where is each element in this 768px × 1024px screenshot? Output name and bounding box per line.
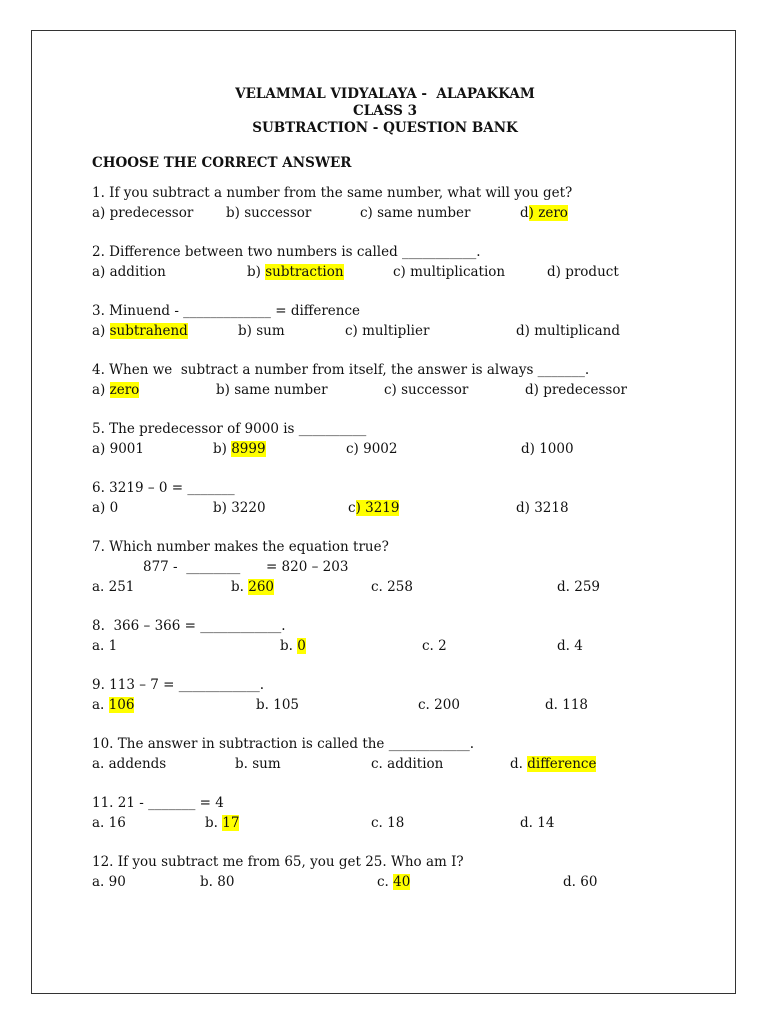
option-text: d. 4 — [557, 638, 583, 654]
option-text: a) 9001 — [92, 441, 144, 457]
option-text: b. 105 — [256, 697, 299, 713]
question-4-option-c — [384, 381, 468, 399]
question-7-text: 7. Which number makes the equation true? — [92, 539, 389, 555]
option-text: a. addends — [92, 756, 167, 772]
question-11-option-b — [205, 814, 239, 832]
question-11-option-c — [371, 814, 404, 832]
option-text: c) same number — [360, 205, 471, 221]
option-text: d) 3218 — [516, 500, 569, 516]
question-12-option-c — [377, 873, 410, 891]
option-text: a. 90 — [92, 874, 126, 890]
question-4-option-a — [92, 381, 139, 399]
question-12-option-b — [200, 873, 234, 891]
option-text: a. — [92, 697, 109, 713]
question-3-option-d — [516, 322, 620, 340]
section-title: CHOOSE THE CORRECT ANSWER — [92, 155, 352, 171]
option-text: d. 14 — [520, 815, 555, 831]
question-6-option-b — [213, 499, 266, 517]
question-11-option-d — [520, 814, 554, 832]
question-3-text: 3. Minuend - _____________ = difference — [92, 303, 361, 319]
question-5-option-b — [213, 440, 266, 458]
question-11-text: 11. 21 - _______ = 4 — [92, 795, 224, 811]
question-10-text: 10. The answer in subtraction is called the ____________. — [92, 736, 475, 752]
option-text: b. sum — [235, 756, 281, 772]
highlighted-answer: difference — [527, 756, 597, 772]
highlighted-answer: 260 — [248, 579, 275, 595]
highlighted-answer: subtraction — [265, 264, 344, 280]
question-7-option-c — [371, 578, 413, 596]
question-3-option-b — [238, 322, 285, 340]
option-text: c. 18 — [371, 815, 405, 831]
option-text: c. 2 — [422, 638, 447, 654]
option-text: a) addition — [92, 264, 166, 280]
question-6-option-d — [516, 499, 569, 517]
question-8-option-d — [557, 637, 583, 655]
option-text: b) — [247, 264, 266, 280]
option-text: d) 1000 — [521, 441, 574, 457]
question-10-option-c — [371, 755, 443, 773]
question-3-option-a — [92, 322, 188, 340]
question-5-option-d — [521, 440, 574, 458]
question-9-option-b — [256, 696, 299, 714]
question-1-option-a — [92, 204, 193, 222]
highlighted-answer: 8999 — [231, 441, 266, 457]
question-1-option-d — [520, 204, 568, 222]
highlighted-answer: 0 — [297, 638, 306, 654]
question-1-option-b — [226, 204, 311, 222]
option-text: b) 3220 — [213, 500, 266, 516]
question-4-text: 4. When we subtract a number from itself, the answer is always _______. — [92, 362, 590, 378]
question-12-option-d — [563, 873, 597, 891]
highlighted-answer: 106 — [108, 697, 135, 713]
option-text: c. 258 — [371, 579, 413, 595]
question-9-text: 9. 113 – 7 = ____________. — [92, 677, 265, 693]
question-5-option-c — [346, 440, 397, 458]
option-text: c. — [377, 874, 394, 890]
option-text: d) product — [547, 264, 619, 280]
question-5-text: 5. The predecessor of 9000 is __________ — [92, 421, 367, 437]
class-label: CLASS 3 — [352, 103, 417, 119]
question-9-option-c — [418, 696, 460, 714]
option-text: b) — [213, 441, 232, 457]
option-text: d. 60 — [563, 874, 598, 890]
option-text: c) 9002 — [346, 441, 398, 457]
highlighted-answer: zero — [109, 382, 140, 398]
question-7-equation: 877 - ________ = 820 – 203 — [143, 559, 349, 575]
question-7-option-a — [92, 578, 134, 596]
option-text: c — [348, 500, 356, 516]
question-8-option-a — [92, 637, 117, 655]
option-text: a) predecessor — [92, 205, 194, 221]
question-6-option-c — [348, 499, 399, 517]
option-text: c. 200 — [418, 697, 460, 713]
option-text: c. addition — [371, 756, 444, 772]
option-text: a. 16 — [92, 815, 126, 831]
option-text: b. — [280, 638, 298, 654]
question-2-option-c — [393, 263, 505, 281]
option-text: c) multiplication — [393, 264, 506, 280]
option-text: d. — [510, 756, 528, 772]
option-text: a) — [92, 323, 110, 339]
option-text: b. — [231, 579, 249, 595]
question-9-option-d — [545, 696, 588, 714]
option-text: a. 1 — [92, 638, 118, 654]
option-text: d. 118 — [545, 697, 588, 713]
question-10-option-a — [92, 755, 166, 773]
option-text: d) predecessor — [525, 382, 627, 398]
question-8-text: 8. 366 – 366 = ____________. — [92, 618, 286, 634]
question-1-text: 1. If you subtract a number from the same number, what will you get? — [92, 185, 573, 201]
highlighted-answer: 40 — [393, 874, 411, 890]
question-2-option-b — [247, 263, 344, 281]
option-text: b) successor — [226, 205, 312, 221]
question-12-text: 12. If you subtract me from 65, you get 25. Who am I? — [92, 854, 464, 870]
question-4-option-d — [525, 381, 627, 399]
option-text: b. 80 — [200, 874, 235, 890]
document-header — [0, 86, 768, 137]
question-1-option-c — [360, 204, 470, 222]
highlighted-answer: ) zero — [528, 205, 568, 221]
question-10-option-d — [510, 755, 596, 773]
question-2-text: 2. Difference between two numbers is called ___________. — [92, 244, 481, 260]
highlighted-answer: 17 — [222, 815, 240, 831]
option-text: a) — [92, 382, 110, 398]
question-12-option-a — [92, 873, 126, 891]
question-10-option-b — [235, 755, 281, 773]
option-text: c) successor — [384, 382, 469, 398]
option-text: b) same number — [216, 382, 328, 398]
highlighted-answer: ) 3219 — [355, 500, 400, 516]
question-2-option-d — [547, 263, 619, 281]
question-4-option-b — [216, 381, 328, 399]
question-2-option-a — [92, 263, 166, 281]
question-8-option-c — [422, 637, 447, 655]
highlighted-answer: subtrahend — [109, 323, 188, 339]
question-5-option-a — [92, 440, 144, 458]
option-text: a) 0 — [92, 500, 119, 516]
option-text: b) sum — [238, 323, 285, 339]
option-text: d — [520, 205, 529, 221]
question-8-option-b — [280, 637, 306, 655]
option-text: d) multiplicand — [516, 323, 620, 339]
question-7-option-d — [557, 578, 600, 596]
question-6-option-a — [92, 499, 118, 517]
option-text: d. 259 — [557, 579, 600, 595]
option-text: c) multiplier — [345, 323, 430, 339]
question-6-text: 6. 3219 – 0 = _______ — [92, 480, 235, 496]
question-9-option-a — [92, 696, 134, 714]
question-11-option-a — [92, 814, 126, 832]
school-name: VELAMMAL VIDYALAYA - ALAPAKKAM — [235, 86, 535, 102]
question-7-option-b — [231, 578, 274, 596]
option-text: b. — [205, 815, 223, 831]
option-text: a. 251 — [92, 579, 135, 595]
subject-title: SUBTRACTION - QUESTION BANK — [252, 120, 518, 136]
question-3-option-c — [345, 322, 429, 340]
